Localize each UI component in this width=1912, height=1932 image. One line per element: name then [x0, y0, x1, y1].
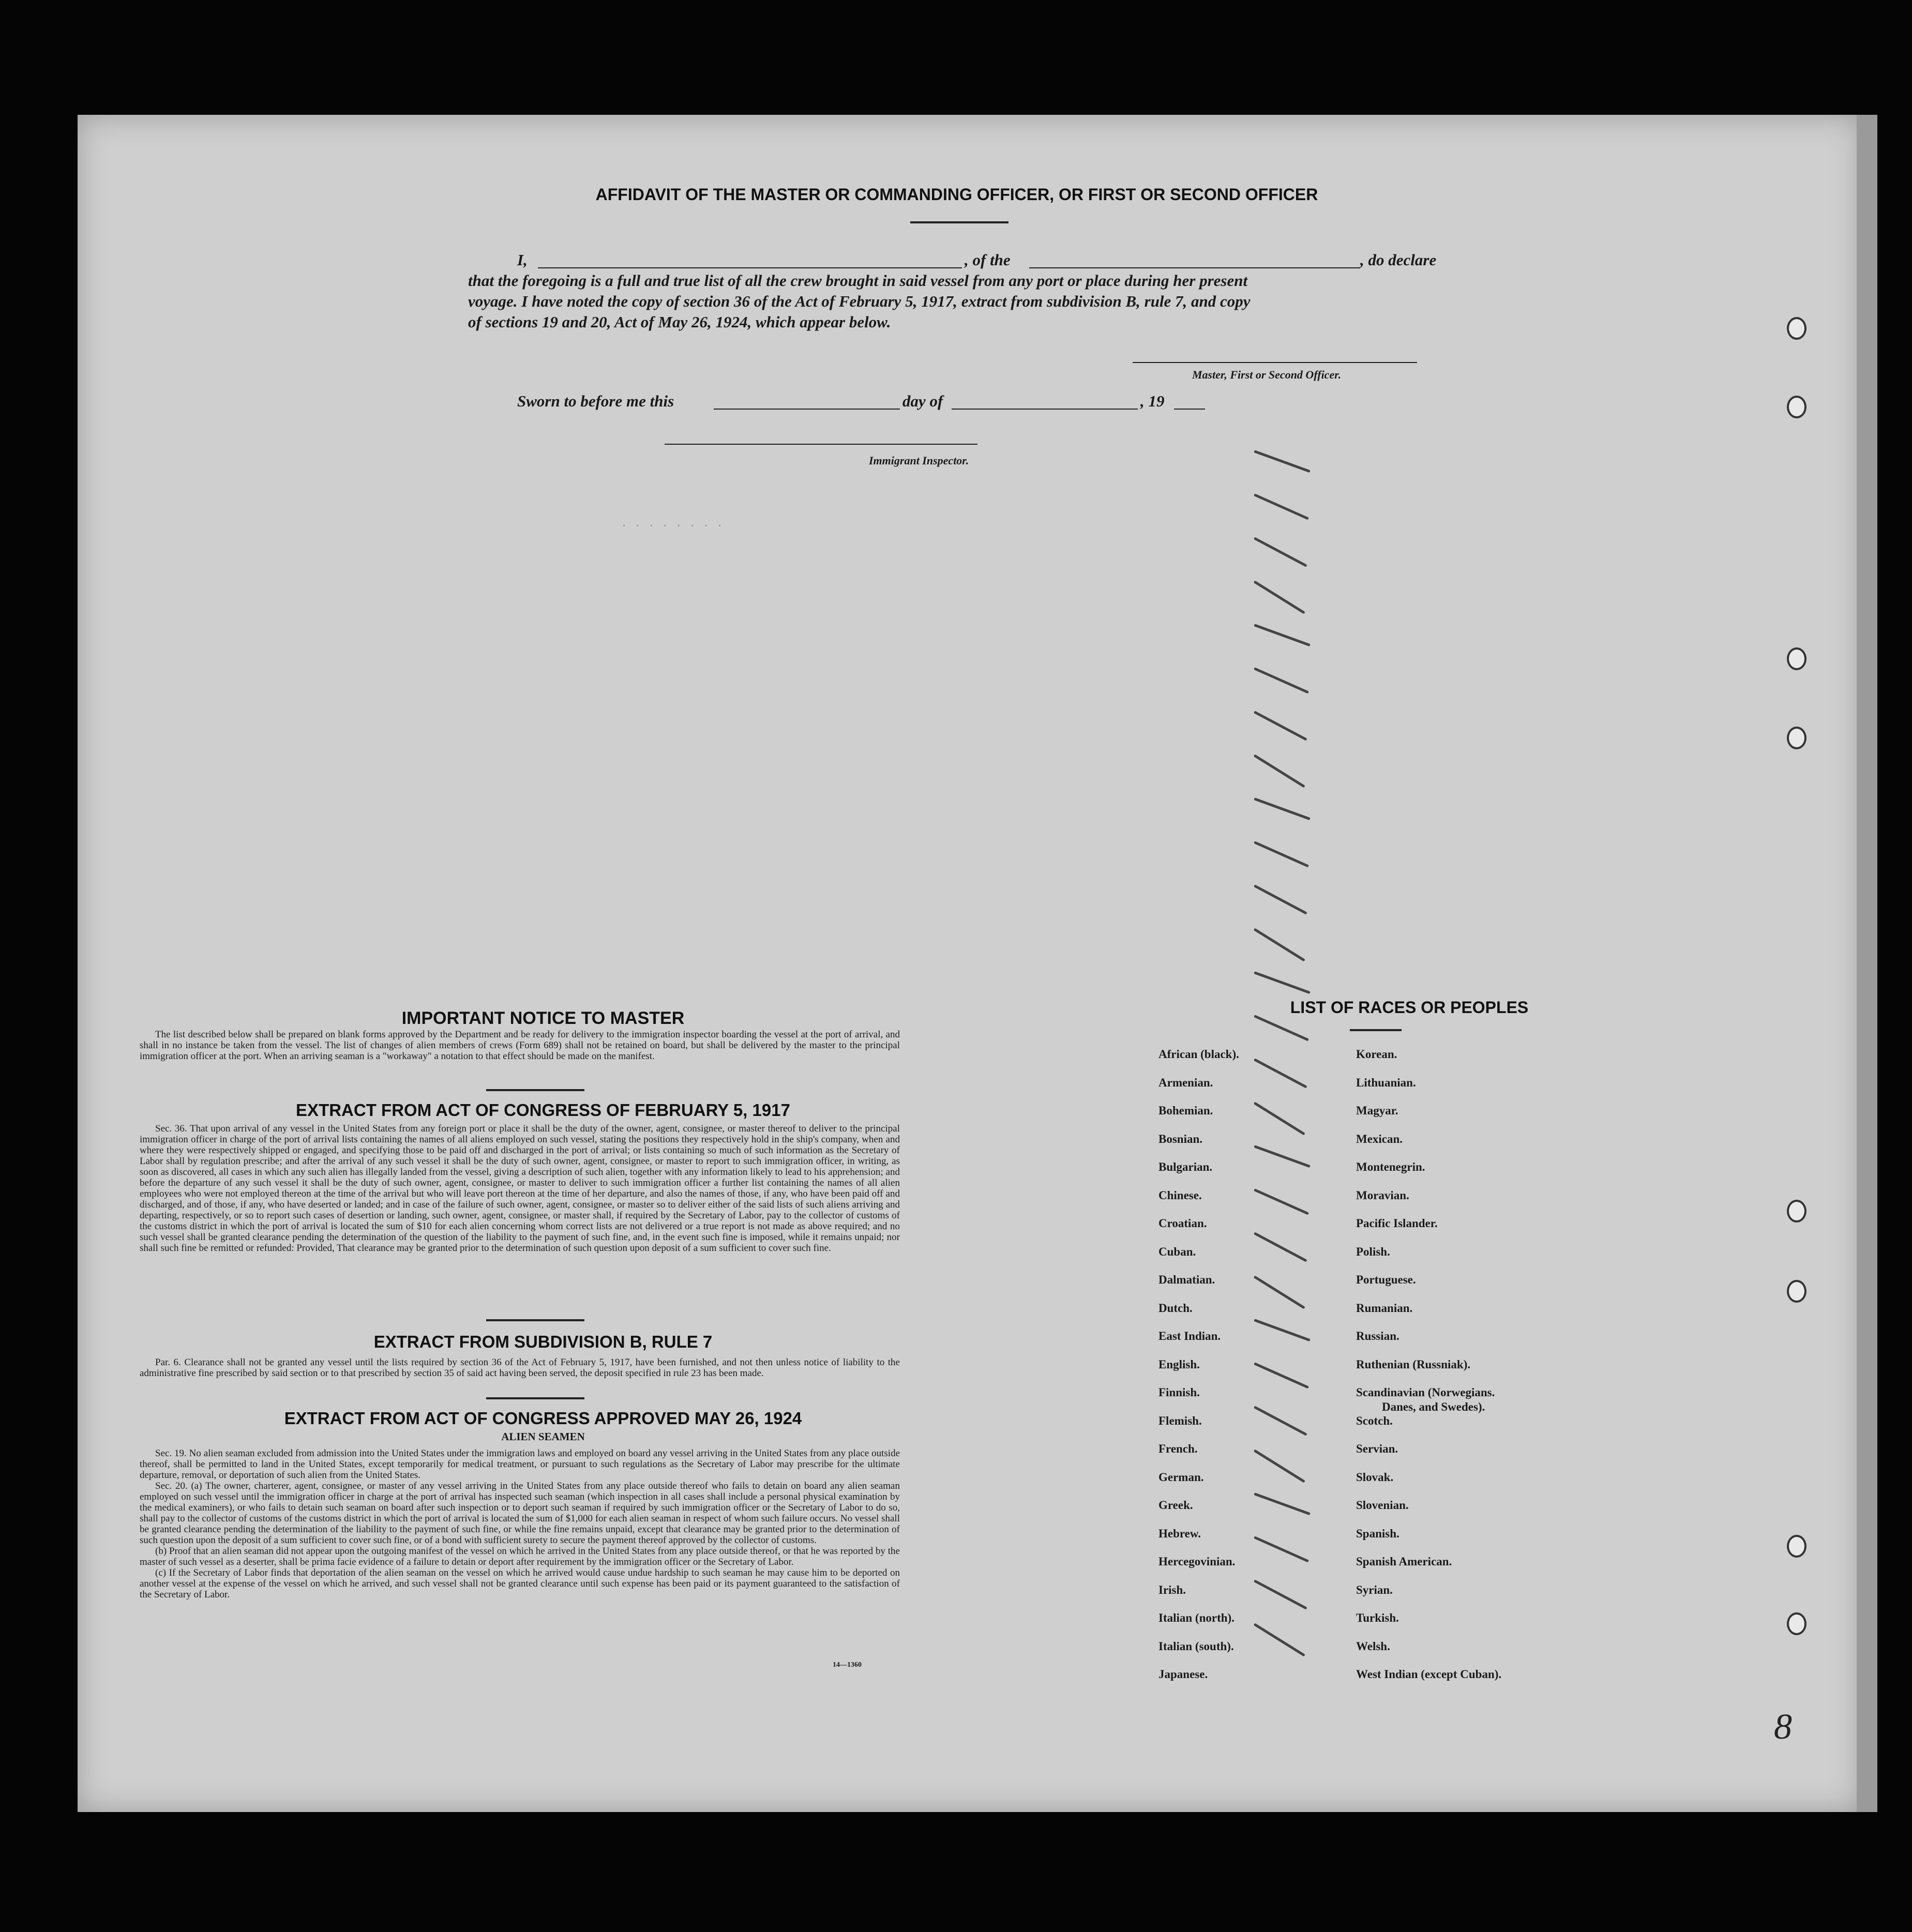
divider-3	[486, 1397, 584, 1399]
vessel-blank	[1029, 267, 1360, 268]
bleed-through-text: . . . . . . . .	[621, 517, 724, 530]
race-item: Chinese.	[1158, 1188, 1202, 1202]
races-underline	[1350, 1029, 1402, 1031]
race-item: Pacific Islander.	[1356, 1217, 1438, 1230]
affidavit-title: AFFIDAVIT OF THE MASTER OR COMMANDING OFFICER, OR FIRST OR SECOND OFFICER	[595, 185, 1318, 204]
race-item: Dutch.	[1158, 1301, 1193, 1315]
sworn-month-blank	[952, 409, 1138, 410]
binder-hole	[1787, 647, 1806, 670]
race-item: Scotch.	[1356, 1414, 1393, 1427]
extract-1924-body	[140, 1448, 900, 1600]
binder-hole	[1787, 1200, 1806, 1222]
race-item: Moravian.	[1356, 1188, 1409, 1202]
extract-1924-title: EXTRACT FROM ACT OF CONGRESS APPROVED MAY 26, 1924	[284, 1409, 802, 1428]
sec-20b: (b) Proof that an alien seaman did not appear upon the outgoing manifest of the vessel on which he arrived in the United States from any place outside thereof, or that he was reported by the master of such vessel as a deserter, shall be prima facie evidence of a failure to detain or deport after requirement by the immigration officer or the Secretary of Labor.	[140, 1546, 900, 1567]
affidavit-line-3: voyage. I have noted the copy of section 36 of the Act of February 5, 1917, extract from subdivision B, rule 7, and copy	[468, 292, 1251, 310]
binder-hole	[1787, 727, 1806, 749]
race-item: Hercegovinian.	[1158, 1555, 1236, 1568]
divider-1	[486, 1089, 584, 1091]
race-item: Slovak.	[1356, 1470, 1394, 1484]
race-item: Polish.	[1356, 1245, 1390, 1258]
page-edge	[1857, 115, 1877, 1812]
sworn-text-b: day of	[902, 392, 943, 410]
race-item: Japanese.	[1158, 1668, 1208, 1681]
notice-title: IMPORTANT NOTICE TO MASTER	[401, 1008, 685, 1028]
race-item: Turkish.	[1356, 1611, 1399, 1624]
race-item: Dalmatian.	[1158, 1273, 1215, 1286]
race-item: Bulgarian.	[1158, 1160, 1213, 1173]
sworn-year-blank	[1174, 409, 1205, 410]
race-item: Armenian.	[1158, 1076, 1213, 1089]
race-item: East Indian.	[1158, 1330, 1221, 1342]
page-number: 8	[1774, 1707, 1792, 1747]
sec-19: Sec. 19. No alien seaman excluded from admission into the United States under the immigration laws and employed on board any vessel arriving in the United States from any place outside thereof, shall be permitted to land in the United States, except temporarily for medical treatment, or pursuant to such regulations as the Secretary of Labor may prescribe for the ultimate departure, removal, or deportation of such alien from the United States.	[140, 1448, 900, 1481]
inspector-label: Immigrant Inspector.	[869, 454, 969, 467]
race-item: Greek.	[1158, 1499, 1193, 1512]
race-item: German.	[1158, 1470, 1204, 1484]
race-item: Spanish.	[1356, 1527, 1399, 1540]
race-item: Russian.	[1356, 1330, 1399, 1342]
race-item: Hebrew.	[1158, 1527, 1201, 1540]
race-item: Finnish.	[1158, 1386, 1200, 1399]
race-item: Ruthenian (Russniak).	[1356, 1357, 1471, 1371]
race-item: Korean.	[1356, 1048, 1397, 1061]
sworn-text-c: , 19	[1140, 392, 1165, 410]
race-item: Bosnian.	[1158, 1132, 1203, 1145]
extract-1917-body: Sec. 36. That upon arrival of any vessel in the United States from any foreign port or place it shall be the duty of the owner, agent, consignee, or master thereof to deliver to the principal immigration officer in charge of the port of arrival lists containing the names of all aliens employed on such vessel, stating the positions they respectively hold in the ship's company, when and where they were respectively shipped or engaged, and specifying those to be paid off and discharged in the port of arrival; or lists containing so much of such information as the Secretary of Labor shall by regulation prescribe; and after the arrival of any such vessel it shall be the duty of such owner, agent, consignee, or master to report to such immigration officer, in writing, as soon as discovered, all cases in which any such alien has illegally landed from the vessel, giving a description of such alien, together with any information likely to lead to his apprehension; and before the departure of any such vessel it shall be the duty of such owner, agent, consignee, or master to deliver to such immigration officer a further list containing the names of all alien employees who were not employed thereon at the time of the arrival but who will leave port thereon at the time of her departure, and also the names of those, if any, who have been paid off and discharged, and of those, if any, who have deserted or landed; and in case of the failure of such owner, agent, consignee, or master so to deliver either of the said lists of such aliens arriving and departing, respectively, or so to report such cases of desertion or landing, such owner, agent, consignee, or master shall, if required by the Secretary of Labor, pay to the collector of customs of the customs district in which the port of arrival is located the sum of $10 for each alien concerning whom correct lists are not delivered or a true report is not made as above required; and no such vessel shall be granted clearance pending the determination of the question of the liability to the payment of such fine, and, in the event such fine is imposed, while it remains unpaid; nor shall such fine be remitted or refunded: Provided, That clearance may be granted prior to the determination of such question upon deposit of a sum sufficient to cover such fine.	[140, 1123, 900, 1254]
name-blank	[538, 267, 962, 268]
affidavit-line-2: that the foregoing is a full and true list of all the crew brought in said vessel from any port or place during her present	[468, 271, 1248, 290]
race-item: Rumanian.	[1356, 1301, 1413, 1315]
race-item: French.	[1158, 1442, 1198, 1455]
race-item: Slovenian.	[1356, 1499, 1409, 1512]
binder-hole	[1787, 396, 1806, 418]
race-item: Danes, and Swedes).	[1382, 1400, 1485, 1413]
binder-hole	[1787, 1280, 1806, 1303]
race-item: Bohemian.	[1158, 1104, 1213, 1117]
inspector-line	[665, 444, 977, 445]
race-item: Servian.	[1356, 1442, 1398, 1455]
race-item: Italian (south).	[1158, 1639, 1234, 1653]
race-item: Lithuanian.	[1356, 1076, 1416, 1089]
race-item: Welsh.	[1356, 1639, 1390, 1653]
sworn-text-a: Sworn to before me this	[517, 392, 674, 410]
signature-label: Master, First or Second Officer.	[1192, 368, 1342, 381]
race-item: Magyar.	[1356, 1104, 1398, 1117]
binder-hole	[1787, 317, 1806, 340]
race-item: Scandinavian (Norwegians.	[1356, 1386, 1495, 1399]
form-number: 14—1360	[833, 1661, 862, 1669]
notice-body: The list described below shall be prepared on blank forms approved by the Department and be ready for delivery to the immigration inspector boarding the vessel at the port of arrival, and shall in no instance be taken from the vessel. The list of changes of alien members of crews (Form 689) shall not be retained on board, but shall be delivered by the master to the principal immigration officer at the port. When an arriving seaman is a "workaway" a notation to that effect should be made on the manifest.	[140, 1029, 900, 1062]
alien-seamen-subtitle: ALIEN SEAMEN	[501, 1430, 585, 1443]
race-item: West Indian (except Cuban).	[1356, 1668, 1502, 1681]
affidavit-line-1a: I,	[517, 251, 528, 269]
sec-20c: (c) If the Secretary of Labor finds that deportation of the alien seaman on the vessel on which he arrived would cause undue hardship to such seaman he may cause him to be deported on another vessel at the expense of the vessel on which he arrived, and such vessel shall not be granted clearance until such expense has been paid or its payment guaranteed to the satisfaction of the Secretary of Labor.	[140, 1567, 900, 1600]
rule7-title: EXTRACT FROM SUBDIVISION B, RULE 7	[373, 1332, 713, 1351]
race-item: African (black).	[1158, 1048, 1239, 1061]
affidavit-line-1b: , of the	[965, 251, 1011, 269]
sec-20a: Sec. 20. (a) The owner, charterer, agent, consignee, or master of any vessel arriving in the United States from any place outside thereof who fails to detain on board any alien seaman employed on such vessel until the immigration officer in charge at the port of arrival has inspected such seaman (which inspection in all cases shall include a personal physical examination by the medical examiners), or who fails to detain such seaman on board after such inspection or to deport such seaman if required by such immigration officer or the Secretary of Labor to do so, shall pay to the collector of customs of the customs district in which the port of arrival is located the sum of $1,000 for each alien seaman in respect of whom such failure occurs. No vessel shall be granted clearance pending the determination of the liability to the payment of such fine, or while the fine remains unpaid, except that clearance may be granted prior to the determination of such question upon the deposit of a sum sufficient to cover such fine, or of a bond with sufficient surety to secure the payment thereof approved by the collector of customs.	[140, 1481, 900, 1546]
sworn-day-blank	[714, 409, 900, 410]
affidavit-line-4: of sections 19 and 20, Act of May 26, 1924, which appear below.	[468, 313, 891, 331]
race-item: English.	[1158, 1357, 1200, 1371]
race-item: Croatian.	[1158, 1217, 1207, 1230]
extract-1917-title: EXTRACT FROM ACT OF CONGRESS OF FEBRUARY 5, 1917	[296, 1100, 790, 1120]
race-item: Portuguese.	[1356, 1273, 1416, 1286]
race-item: Italian (north).	[1158, 1611, 1234, 1624]
rule7-body: Par. 6. Clearance shall not be granted any vessel until the lists required by section 36 of the Act of February 5, 1917, have been furnished, and not then unless notice of liability to the administrative fine prescribed by said section or to that prescribed by section 35 of said act having been served, the deposit specified in rule 23 has been made.	[140, 1357, 900, 1379]
signature-line	[1133, 362, 1417, 363]
affidavit-line-1c: , do declare	[1360, 251, 1437, 269]
race-item: Syrian.	[1356, 1583, 1393, 1596]
binder-hole	[1787, 1535, 1806, 1558]
race-item: Spanish American.	[1356, 1555, 1452, 1568]
race-item: Cuban.	[1158, 1245, 1196, 1258]
race-item: Montenegrin.	[1356, 1160, 1425, 1173]
race-item: Mexican.	[1356, 1132, 1403, 1145]
binder-hole	[1787, 1612, 1806, 1635]
race-item: Flemish.	[1158, 1414, 1202, 1427]
divider-2	[486, 1319, 584, 1321]
race-item: Irish.	[1158, 1583, 1186, 1596]
races-title: LIST OF RACES OR PEOPLES	[1290, 998, 1529, 1017]
title-underline	[910, 221, 1008, 223]
